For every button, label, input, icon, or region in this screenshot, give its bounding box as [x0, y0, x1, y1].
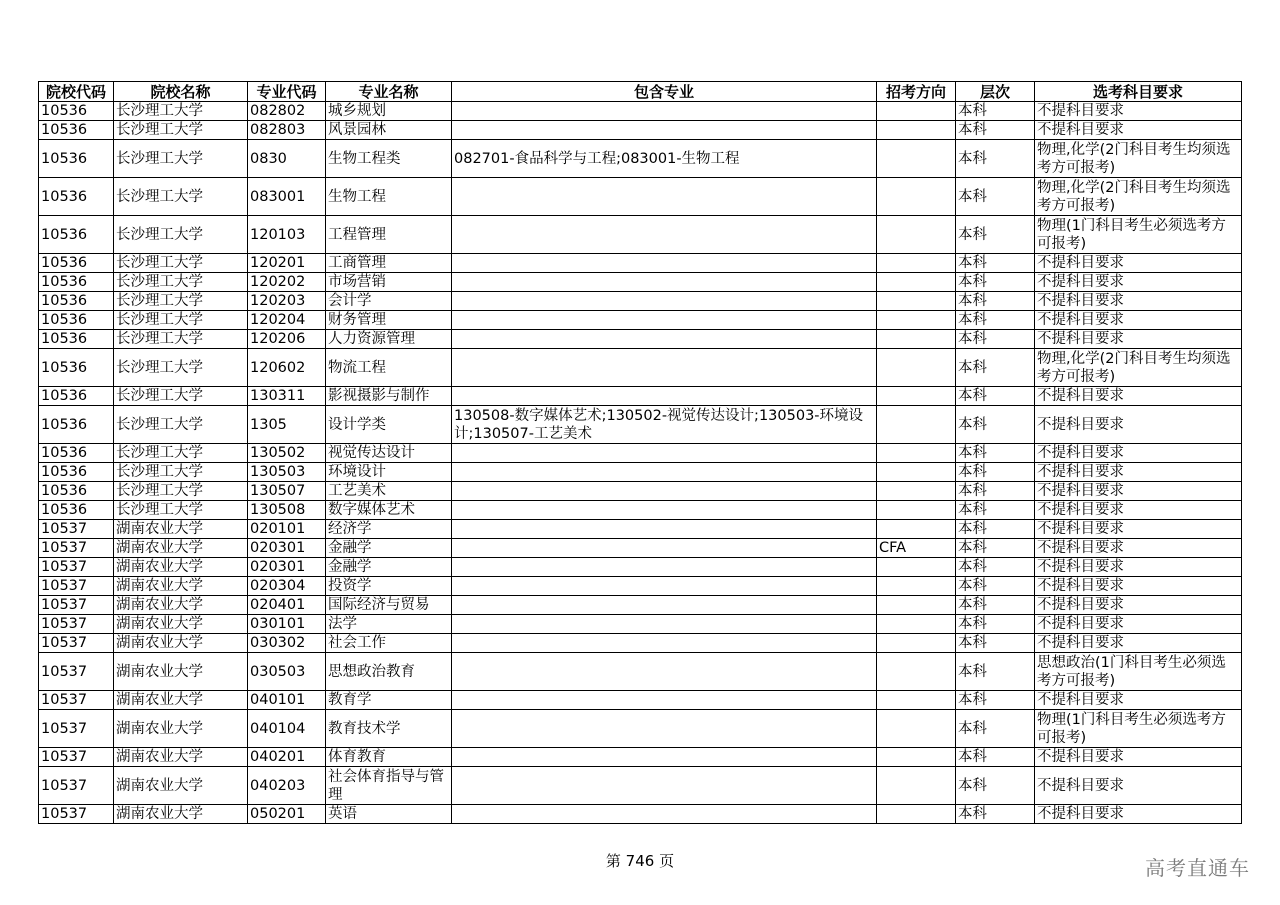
cell-major-name: 环境设计 [326, 463, 452, 482]
cell-direction [877, 140, 956, 178]
cell-school-name: 长沙理工大学 [114, 444, 248, 463]
cell-level: 本科 [956, 121, 1035, 140]
cell-requirement: 不提科目要求 [1035, 102, 1242, 121]
cell-level: 本科 [956, 482, 1035, 501]
cell-direction [877, 121, 956, 140]
cell-direction [877, 710, 956, 748]
cell-school-name: 长沙理工大学 [114, 121, 248, 140]
cell-school-name: 长沙理工大学 [114, 254, 248, 273]
cell-major-code: 120204 [248, 311, 326, 330]
cell-direction [877, 387, 956, 406]
cell-requirement: 不提科目要求 [1035, 615, 1242, 634]
table-row [39, 273, 1242, 292]
cell-direction [877, 634, 956, 653]
table-row [39, 520, 1242, 539]
cell-level: 本科 [956, 444, 1035, 463]
cell-major-name: 会计学 [326, 292, 452, 311]
cell-major-name: 工商管理 [326, 254, 452, 273]
table-row [39, 482, 1242, 501]
cell-school-name: 湖南农业大学 [114, 558, 248, 577]
cell-school-name: 长沙理工大学 [114, 463, 248, 482]
cell-included-majors [452, 634, 877, 653]
cell-direction [877, 767, 956, 805]
cell-school-code: 10536 [39, 216, 114, 254]
cell-direction [877, 444, 956, 463]
cell-school-name: 湖南农业大学 [114, 805, 248, 824]
cell-school-code: 10536 [39, 311, 114, 330]
cell-school-code: 10536 [39, 140, 114, 178]
cell-direction [877, 501, 956, 520]
cell-direction [877, 254, 956, 273]
cell-school-code: 10536 [39, 349, 114, 387]
cell-requirement: 不提科目要求 [1035, 463, 1242, 482]
cell-major-name: 教育学 [326, 691, 452, 710]
cell-included-majors [452, 767, 877, 805]
table-row [39, 216, 1242, 254]
header-level: 层次 [956, 82, 1035, 102]
table-row [39, 653, 1242, 691]
cell-major-code: 082803 [248, 121, 326, 140]
cell-major-code: 120201 [248, 254, 326, 273]
cell-requirement: 不提科目要求 [1035, 406, 1242, 444]
cell-requirement: 物理(1门科目考生必须选考方可报考) [1035, 216, 1242, 254]
cell-major-code: 050201 [248, 805, 326, 824]
cell-school-name: 长沙理工大学 [114, 102, 248, 121]
header-direction: 招考方向 [877, 82, 956, 102]
cell-included-majors [452, 121, 877, 140]
cell-included-majors: 130508-数字媒体艺术;130502-视觉传达设计;130503-环境设计;130507-工艺美术 [452, 406, 877, 444]
cell-school-name: 长沙理工大学 [114, 406, 248, 444]
cell-included-majors [452, 311, 877, 330]
table-row [39, 406, 1242, 444]
cell-school-name: 长沙理工大学 [114, 330, 248, 349]
cell-included-majors [452, 444, 877, 463]
cell-major-code: 030503 [248, 653, 326, 691]
cell-major-name: 金融学 [326, 558, 452, 577]
table-row [39, 615, 1242, 634]
cell-requirement: 不提科目要求 [1035, 254, 1242, 273]
cell-major-name: 金融学 [326, 539, 452, 558]
cell-included-majors [452, 254, 877, 273]
cell-major-name: 投资学 [326, 577, 452, 596]
cell-major-code: 1305 [248, 406, 326, 444]
cell-level: 本科 [956, 615, 1035, 634]
header-major-code: 专业代码 [248, 82, 326, 102]
cell-included-majors [452, 710, 877, 748]
cell-requirement: 不提科目要求 [1035, 577, 1242, 596]
cell-major-name: 视觉传达设计 [326, 444, 452, 463]
cell-school-name: 长沙理工大学 [114, 501, 248, 520]
cell-major-code: 120203 [248, 292, 326, 311]
cell-direction [877, 311, 956, 330]
cell-included-majors [452, 501, 877, 520]
cell-included-majors [452, 615, 877, 634]
cell-school-code: 10536 [39, 273, 114, 292]
cell-included-majors [452, 520, 877, 539]
cell-major-name: 教育技术学 [326, 710, 452, 748]
cell-school-code: 10536 [39, 330, 114, 349]
cell-major-code: 030101 [248, 615, 326, 634]
cell-level: 本科 [956, 273, 1035, 292]
cell-level: 本科 [956, 710, 1035, 748]
cell-major-name: 工艺美术 [326, 482, 452, 501]
table-row [39, 539, 1242, 558]
cell-major-name: 经济学 [326, 520, 452, 539]
cell-level: 本科 [956, 520, 1035, 539]
cell-direction [877, 577, 956, 596]
cell-level: 本科 [956, 102, 1035, 121]
cell-direction [877, 748, 956, 767]
cell-school-name: 湖南农业大学 [114, 653, 248, 691]
cell-major-code: 020301 [248, 558, 326, 577]
table-row [39, 349, 1242, 387]
cell-major-name: 法学 [326, 615, 452, 634]
cell-major-code: 082802 [248, 102, 326, 121]
cell-level: 本科 [956, 140, 1035, 178]
cell-major-name: 城乡规划 [326, 102, 452, 121]
table-row [39, 292, 1242, 311]
cell-school-name: 长沙理工大学 [114, 349, 248, 387]
cell-school-code: 10537 [39, 653, 114, 691]
cell-included-majors [452, 691, 877, 710]
cell-major-code: 120602 [248, 349, 326, 387]
cell-direction [877, 292, 956, 311]
cell-included-majors [452, 349, 877, 387]
cell-included-majors [452, 558, 877, 577]
cell-school-name: 湖南农业大学 [114, 539, 248, 558]
cell-level: 本科 [956, 539, 1035, 558]
cell-included-majors [452, 387, 877, 406]
cell-included-majors [452, 539, 877, 558]
cell-direction [877, 330, 956, 349]
cell-requirement: 物理(1门科目考生必须选考方可报考) [1035, 710, 1242, 748]
cell-major-name: 生物工程 [326, 178, 452, 216]
cell-major-name: 体育教育 [326, 748, 452, 767]
cell-requirement: 不提科目要求 [1035, 767, 1242, 805]
cell-level: 本科 [956, 330, 1035, 349]
cell-included-majors [452, 463, 877, 482]
cell-major-name: 市场营销 [326, 273, 452, 292]
cell-level: 本科 [956, 577, 1035, 596]
cell-major-code: 130508 [248, 501, 326, 520]
cell-direction [877, 558, 956, 577]
table-row [39, 596, 1242, 615]
cell-level: 本科 [956, 216, 1035, 254]
cell-requirement: 物理,化学(2门科目考生均须选考方可报考) [1035, 178, 1242, 216]
cell-requirement: 不提科目要求 [1035, 748, 1242, 767]
cell-requirement: 不提科目要求 [1035, 292, 1242, 311]
cell-direction [877, 520, 956, 539]
cell-major-code: 030302 [248, 634, 326, 653]
cell-major-code: 120103 [248, 216, 326, 254]
cell-school-code: 10537 [39, 805, 114, 824]
cell-requirement: 不提科目要求 [1035, 539, 1242, 558]
table-row [39, 330, 1242, 349]
cell-direction [877, 596, 956, 615]
cell-school-name: 长沙理工大学 [114, 178, 248, 216]
cell-school-name: 湖南农业大学 [114, 748, 248, 767]
cell-included-majors [452, 577, 877, 596]
cell-school-name: 长沙理工大学 [114, 482, 248, 501]
cell-direction [877, 216, 956, 254]
cell-major-name: 影视摄影与制作 [326, 387, 452, 406]
cell-direction [877, 463, 956, 482]
cell-school-name: 湖南农业大学 [114, 710, 248, 748]
cell-school-code: 10536 [39, 444, 114, 463]
cell-direction: CFA [877, 539, 956, 558]
cell-major-code: 130507 [248, 482, 326, 501]
cell-major-name: 物流工程 [326, 349, 452, 387]
cell-school-code: 10536 [39, 292, 114, 311]
cell-direction [877, 406, 956, 444]
cell-direction [877, 178, 956, 216]
cell-school-name: 湖南农业大学 [114, 596, 248, 615]
cell-school-name: 长沙理工大学 [114, 216, 248, 254]
cell-major-code: 020304 [248, 577, 326, 596]
cell-level: 本科 [956, 767, 1035, 805]
cell-requirement: 不提科目要求 [1035, 444, 1242, 463]
cell-level: 本科 [956, 501, 1035, 520]
admission-table [38, 81, 1242, 824]
cell-included-majors [452, 102, 877, 121]
cell-requirement: 不提科目要求 [1035, 520, 1242, 539]
cell-school-name: 湖南农业大学 [114, 634, 248, 653]
cell-major-code: 040104 [248, 710, 326, 748]
cell-requirement: 不提科目要求 [1035, 330, 1242, 349]
cell-major-name: 社会体育指导与管理 [326, 767, 452, 805]
cell-level: 本科 [956, 634, 1035, 653]
cell-direction [877, 273, 956, 292]
cell-included-majors [452, 748, 877, 767]
cell-school-code: 10537 [39, 615, 114, 634]
cell-major-code: 130311 [248, 387, 326, 406]
cell-school-code: 10536 [39, 463, 114, 482]
cell-school-code: 10537 [39, 539, 114, 558]
cell-major-name: 设计学类 [326, 406, 452, 444]
table-row [39, 121, 1242, 140]
cell-school-code: 10537 [39, 710, 114, 748]
cell-major-name: 生物工程类 [326, 140, 452, 178]
header-school-name: 院校名称 [114, 82, 248, 102]
cell-major-code: 040203 [248, 767, 326, 805]
cell-school-code: 10536 [39, 102, 114, 121]
cell-included-majors [452, 330, 877, 349]
cell-school-code: 10537 [39, 691, 114, 710]
cell-level: 本科 [956, 387, 1035, 406]
cell-major-name: 工程管理 [326, 216, 452, 254]
cell-direction [877, 102, 956, 121]
cell-school-name: 长沙理工大学 [114, 387, 248, 406]
table-row [39, 748, 1242, 767]
cell-school-name: 湖南农业大学 [114, 577, 248, 596]
cell-included-majors [452, 216, 877, 254]
cell-requirement: 不提科目要求 [1035, 387, 1242, 406]
cell-major-code: 0830 [248, 140, 326, 178]
cell-level: 本科 [956, 406, 1035, 444]
cell-requirement: 不提科目要求 [1035, 596, 1242, 615]
cell-major-name: 社会工作 [326, 634, 452, 653]
cell-level: 本科 [956, 254, 1035, 273]
cell-school-name: 湖南农业大学 [114, 520, 248, 539]
cell-level: 本科 [956, 558, 1035, 577]
header-major-name: 专业名称 [326, 82, 452, 102]
cell-level: 本科 [956, 805, 1035, 824]
cell-school-code: 10537 [39, 748, 114, 767]
cell-school-name: 长沙理工大学 [114, 292, 248, 311]
header-requirement: 选考科目要求 [1035, 82, 1242, 102]
cell-requirement: 物理,化学(2门科目考生均须选考方可报考) [1035, 140, 1242, 178]
cell-included-majors [452, 805, 877, 824]
cell-requirement: 不提科目要求 [1035, 311, 1242, 330]
table-row [39, 102, 1242, 121]
header-school-code: 院校代码 [39, 82, 114, 102]
cell-major-code: 120206 [248, 330, 326, 349]
cell-included-majors [452, 178, 877, 216]
table-row [39, 311, 1242, 330]
cell-major-code: 020301 [248, 539, 326, 558]
cell-direction [877, 805, 956, 824]
cell-direction [877, 482, 956, 501]
table-row [39, 691, 1242, 710]
cell-major-name: 财务管理 [326, 311, 452, 330]
cell-major-name: 国际经济与贸易 [326, 596, 452, 615]
cell-school-code: 10536 [39, 178, 114, 216]
cell-school-code: 10537 [39, 634, 114, 653]
cell-major-code: 130503 [248, 463, 326, 482]
cell-major-code: 040101 [248, 691, 326, 710]
cell-school-code: 10536 [39, 254, 114, 273]
cell-requirement: 不提科目要求 [1035, 691, 1242, 710]
cell-major-code: 120202 [248, 273, 326, 292]
cell-requirement: 思想政治(1门科目考生必须选考方可报考) [1035, 653, 1242, 691]
cell-major-name: 数字媒体艺术 [326, 501, 452, 520]
cell-requirement: 不提科目要求 [1035, 482, 1242, 501]
cell-school-code: 10537 [39, 767, 114, 805]
table-body [39, 102, 1242, 824]
cell-major-code: 083001 [248, 178, 326, 216]
table-header-row [39, 82, 1242, 102]
table-row [39, 387, 1242, 406]
cell-school-code: 10536 [39, 387, 114, 406]
cell-major-name: 人力资源管理 [326, 330, 452, 349]
table-row [39, 805, 1242, 824]
cell-requirement: 不提科目要求 [1035, 558, 1242, 577]
cell-school-code: 10536 [39, 406, 114, 444]
table-row [39, 444, 1242, 463]
page-number: 第 746 页 [605, 852, 675, 870]
cell-school-name: 湖南农业大学 [114, 615, 248, 634]
header-included-majors: 包含专业 [452, 82, 877, 102]
cell-major-code: 130502 [248, 444, 326, 463]
cell-major-code: 020101 [248, 520, 326, 539]
cell-level: 本科 [956, 311, 1035, 330]
cell-school-name: 湖南农业大学 [114, 767, 248, 805]
cell-school-code: 10536 [39, 482, 114, 501]
cell-school-code: 10537 [39, 520, 114, 539]
cell-requirement: 不提科目要求 [1035, 634, 1242, 653]
cell-major-code: 020401 [248, 596, 326, 615]
table-row [39, 634, 1242, 653]
cell-school-name: 湖南农业大学 [114, 691, 248, 710]
cell-level: 本科 [956, 349, 1035, 387]
cell-level: 本科 [956, 748, 1035, 767]
cell-school-name: 长沙理工大学 [114, 140, 248, 178]
table-row [39, 767, 1242, 805]
cell-school-name: 长沙理工大学 [114, 311, 248, 330]
cell-direction [877, 349, 956, 387]
table-row [39, 577, 1242, 596]
cell-level: 本科 [956, 596, 1035, 615]
cell-included-majors [452, 273, 877, 292]
cell-direction [877, 691, 956, 710]
cell-requirement: 不提科目要求 [1035, 273, 1242, 292]
cell-school-code: 10536 [39, 121, 114, 140]
cell-major-code: 040201 [248, 748, 326, 767]
table-row [39, 140, 1242, 178]
cell-included-majors [452, 653, 877, 691]
cell-major-name: 风景园林 [326, 121, 452, 140]
table-row [39, 710, 1242, 748]
cell-major-name: 思想政治教育 [326, 653, 452, 691]
cell-level: 本科 [956, 463, 1035, 482]
cell-included-majors [452, 292, 877, 311]
cell-level: 本科 [956, 178, 1035, 216]
table-row [39, 558, 1242, 577]
cell-requirement: 不提科目要求 [1035, 121, 1242, 140]
cell-school-code: 10536 [39, 501, 114, 520]
cell-school-name: 长沙理工大学 [114, 273, 248, 292]
cell-direction [877, 615, 956, 634]
table-row [39, 463, 1242, 482]
cell-major-name: 英语 [326, 805, 452, 824]
table-row [39, 178, 1242, 216]
cell-level: 本科 [956, 653, 1035, 691]
cell-included-majors: 082701-食品科学与工程;083001-生物工程 [452, 140, 877, 178]
cell-included-majors [452, 596, 877, 615]
cell-direction [877, 653, 956, 691]
cell-requirement: 不提科目要求 [1035, 501, 1242, 520]
table-row [39, 254, 1242, 273]
cell-requirement: 物理,化学(2门科目考生均须选考方可报考) [1035, 349, 1242, 387]
cell-requirement: 不提科目要求 [1035, 805, 1242, 824]
watermark-text: 高考直通车 [1145, 856, 1250, 880]
cell-level: 本科 [956, 292, 1035, 311]
table-row [39, 501, 1242, 520]
cell-school-code: 10537 [39, 596, 114, 615]
cell-school-code: 10537 [39, 558, 114, 577]
cell-level: 本科 [956, 691, 1035, 710]
cell-school-code: 10537 [39, 577, 114, 596]
cell-included-majors [452, 482, 877, 501]
